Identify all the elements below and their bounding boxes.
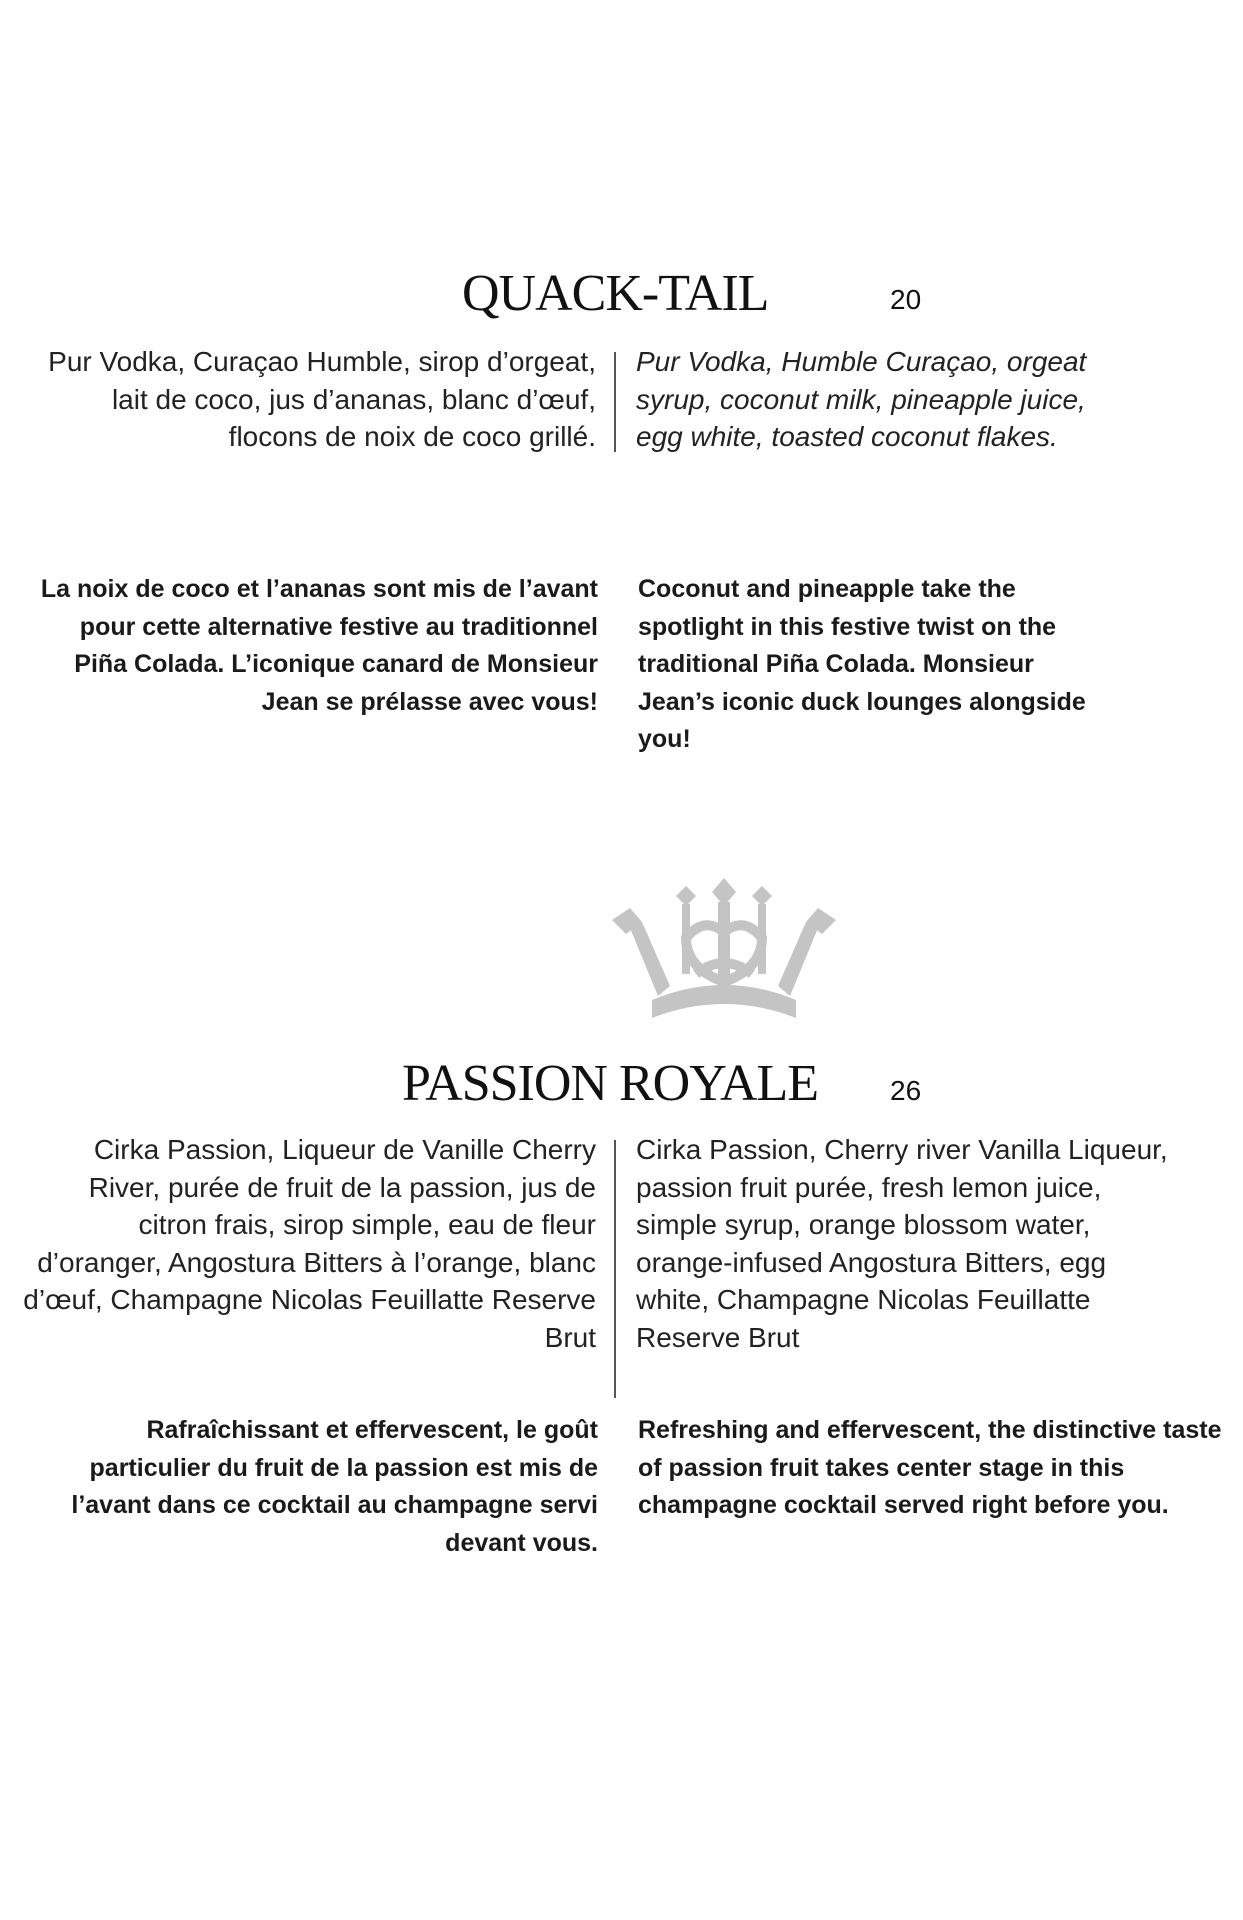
description-fr-quack-tail: La noix de coco et l’ananas sont mis de l’avant pour cette alternative festive au traditionnel Piña Colada. L’iconique canard de Monsieur Jean se prélasse avec vous! [40,575,598,716]
ingredients-en-quack-tail: Pur Vodka, Humble Curaçao, orgeat syrup, coconut milk, pineapple juice, egg white, toasted coconut flakes. [636,346,1087,452]
ingredients-fr-quack-tail: Pur Vodka, Curaçao Humble, sirop d’orgeat, lait de coco, jus d’ananas, blanc d’œuf, flocons de noix de coco grillé. [48,346,596,452]
crown-monogram-icon [612,878,836,1020]
divider-line [614,1140,616,1398]
description-en-passion-royale: Refreshing and effervescent, the distinctive taste of passion fruit takes center stage in this champagne cocktail served right before you. [638,1416,1222,1519]
description-fr-passion-royale: Rafraîchissant et effervescent, le goût particulier du fruit de la passion est mis de l’avant dans ce cocktail au champagne servi devant vous. [71,1416,598,1557]
item-title-passion-royale: PASSION ROYALE [402,1055,819,1112]
item-price-quack-tail: 20 [890,284,922,315]
divider-line [614,352,616,452]
item-title-quack-tail: QUACK-TAIL [462,265,769,322]
item-price-passion-royale: 26 [890,1075,922,1106]
ingredients-en-passion-royale: Cirka Passion, Cherry river Vanilla Liqueur, passion fruit purée, fresh lemon juice, simple syrup, orange blossom water, orange-infused Angostura Bitters, egg white, Champagne Nicolas Feuillatte Reserve Brut [636,1134,1168,1353]
ingredients-fr-passion-royale: Cirka Passion, Liqueur de Vanille Cherry River, purée de fruit de la passion, jus de citron frais, sirop simple, eau de fleur d’oranger, Angostura Bitters à l’orange, blanc d’œuf, Champagne Nicolas Feuillatte Reserve Brut [23,1134,596,1353]
description-en-quack-tail: Coconut and pineapple take the spotlight in this festive twist on the traditional Piña Colada. Monsieur Jean’s iconic duck lounges alongside you! [638,575,1086,753]
